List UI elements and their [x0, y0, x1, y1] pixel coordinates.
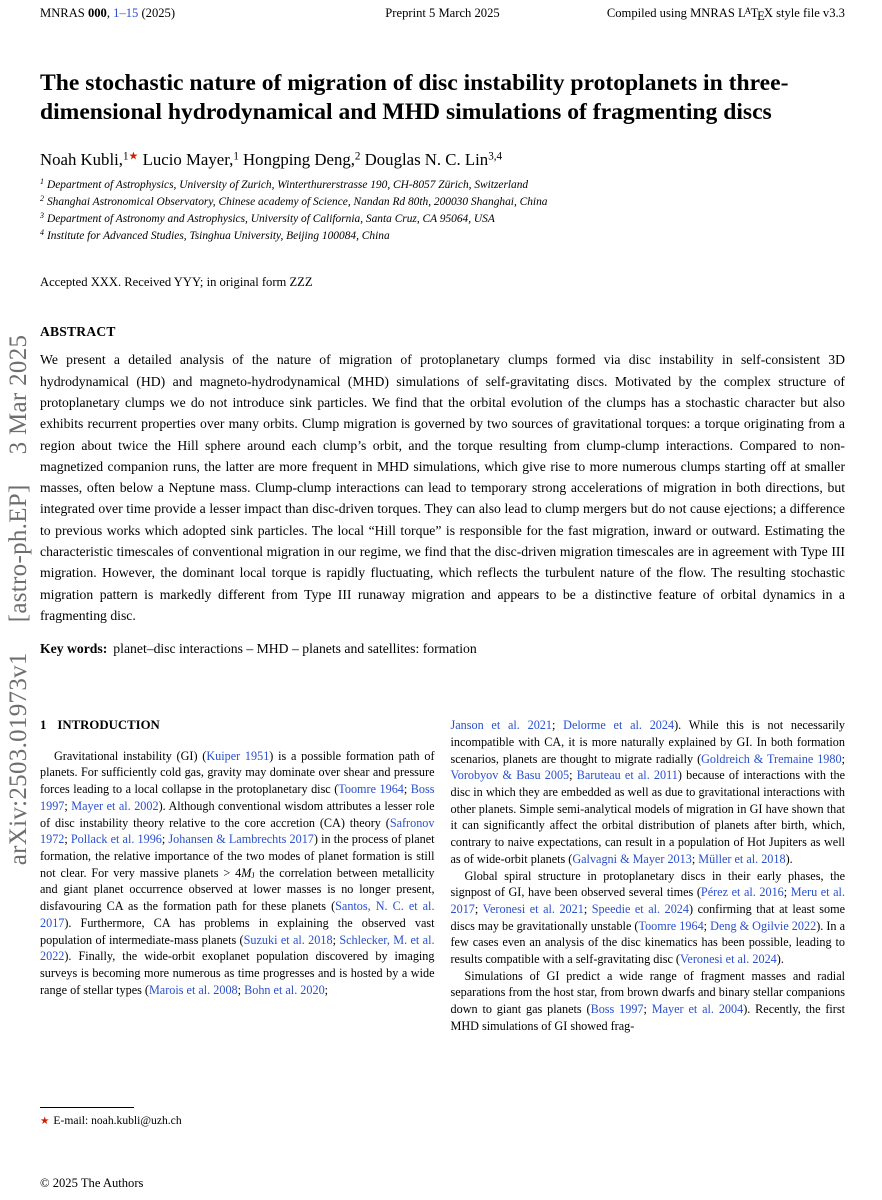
citation-link[interactable]: Mayer et al. 2004 [651, 1002, 744, 1017]
text-segment: A [744, 6, 752, 17]
text-segment: T [750, 6, 759, 20]
abstract-text: We present a detailed analysis of the nature of migration of protoplanetary clumps formed via disc instability in self-consistent 3D hydrodynamical (HD) and magneto-hydrodynamical (MHD) simulations of self-gravitating discs. Motivated by the complex structure of protoplanetary clumps we do not introduce sink particles. We find that the orbital evolution of the clumps has a stochastic character but also exhibits recurrent properties over many orbits. Clump migration is governed by two sources of gravitational torques: a torque originating from a region about twice the Hill sphere around each clump’s orbit, and the torque resulting from clump-clump interactions. Compared to non-magnetized companion runs, the latter are more frequent in MHD simulations, which give rise to more numerous clumps starting off at smaller masses, often below a Neptune mass. Clump-clump interactions can lead to temporary strong accelerations of migration in both directions, but integrated over time provide a lesser impact than disc-driven torques. They can also lead to clump mergers but do not cause ejections; a difference to previous works which adopted sink particles. The local “Hill torque” is responsible for the fast migration, inward or outward. Estimating the characteristic timescales of conventional migration in our regime, we find that the disc-driven migration timescales are in agreement with Type III migration. However, the dominant local torque is rapidly fluctuating, which reflects the turbulent nature of the flow. The resulting stochastic migration pattern is markedly different from Type III runaway migration and appears to be a distinctive feature of orbital dynamics in a fragmenting disc. [40, 352, 845, 623]
text-segment: Hongping Deng, [238, 149, 355, 169]
text-segment: Global spiral structure in protoplanetary discs in their early phases, the signpost of GI, have been observed several times ( [450, 868, 845, 900]
arxiv-id: arXiv:2503.01973v1 [5, 652, 32, 866]
two-column-body [40, 717, 845, 1131]
affiliation-ref: 1 [233, 150, 239, 163]
arxiv-category: [astro-ph.EP] [5, 484, 32, 623]
right-column-paragraphs [451, 717, 846, 1034]
affiliation-ref: 1 [122, 150, 129, 163]
text-segment: Lucio Mayer, [138, 149, 234, 169]
paper-title: The stochastic nature of migration of disc instability protoplanets in three-dimensional hydrodynamical and MHD simulations of fragmenting discs [40, 69, 789, 126]
text-segment: Simulations of GI predict a wide range of fragment masses and radial separations from the host star, from brown dwarfs and binary stellar companions down to giant gas planets ( [450, 968, 845, 1017]
affiliation-number: 1 [40, 176, 44, 186]
text-segment: ; [64, 832, 71, 847]
text-segment: ; [237, 982, 245, 997]
text-segment: ; [64, 798, 72, 813]
affiliation-ref: 2 [354, 150, 361, 163]
text-segment: ; [691, 851, 699, 866]
text-segment: M [241, 865, 252, 880]
text-segment: ). In a few cases even an analysis of the disc kinematics has been possible, leading to results compatible with a self-gravitating disc ( [450, 918, 845, 967]
citation-link[interactable]: Pérez et al. 2016 [700, 885, 784, 900]
citation-link[interactable]: Delorme et al. 2024 [563, 718, 675, 733]
text-segment: J [251, 870, 255, 880]
citation-link[interactable]: Johansen & Lambrechts 2017 [168, 832, 314, 847]
affiliation-text: Shanghai Astronomical Observatory, Chinese academy of Science, Nandan Rd 80th, 200030 Shanghai, China [46, 196, 548, 209]
section-number: 1 [40, 718, 47, 733]
affiliation-line [40, 194, 845, 211]
dates-line: Accepted XXX. Received YYY; in original form ZZZ [40, 275, 313, 290]
citation-link[interactable]: Marois et al. 2008 [148, 982, 238, 997]
keywords-line [40, 641, 845, 657]
text-segment: ). Although conventional wisdom attributes a lesser role of disc instability theory relative to the core accretion (CA) theory ( [40, 798, 435, 830]
text-segment: ; [643, 1002, 652, 1017]
right-column [451, 717, 846, 1131]
text-segment: ) because of interactions with the disc in which they are embedded as well as due to gravitational interactions with other planets. Simple semi-analytical models of migration in GI have shown that it can significantly affect the orbital distribution of planets after birth, which, contrary to naive expectations, can result in a population of Hot Jupiters as well as of wide-orbit planets ( [450, 768, 845, 866]
citation-link[interactable]: Veronesi et al. 2021 [482, 901, 584, 916]
affiliation-text: Institute for Advanced Studies, Tsinghua University, Beijing 100084, China [46, 230, 390, 243]
text-segment: ; [161, 832, 169, 847]
text-segment: ; [569, 768, 577, 783]
text-segment: ; [403, 782, 411, 797]
text-segment: Noah Kubli, [40, 149, 123, 169]
text-segment: ; [703, 918, 711, 933]
citation-link[interactable]: Goldreich & Tremaine 1980 [701, 751, 842, 766]
citation-link[interactable]: Safronov 1972 [40, 815, 435, 847]
section-heading [40, 717, 435, 735]
citation-link[interactable]: Boss 1997 [590, 1002, 644, 1017]
text-segment: ; [583, 901, 592, 916]
text-segment: MNRAS [40, 6, 88, 20]
left-column-paragraphs [40, 748, 435, 999]
text-segment: ) confirming that at least some discs may be gravitationally unstable ( [450, 901, 845, 933]
citation-link[interactable]: Baruteau et al. 2011 [576, 768, 678, 783]
paragraph [40, 748, 435, 999]
text-segment: 000 [87, 6, 107, 20]
affiliation-text: Department of Astronomy and Astrophysics, University of California, Santa Cruz, CA 95064, USA [46, 213, 495, 226]
text-segment: ; [324, 982, 329, 997]
affiliations [40, 177, 845, 245]
copyright-footer: © 2025 The Authors [40, 1176, 144, 1190]
compiled-note [577, 6, 845, 25]
section-title: INTRODUCTION [57, 718, 160, 733]
text-segment: Gravitational instability (GI) ( [54, 748, 207, 763]
text-segment: E [757, 8, 765, 23]
paragraph [451, 968, 846, 1035]
preprint-date: Preprint 5 March 2025 [385, 6, 500, 20]
page-range-link[interactable]: 1–15 [113, 6, 139, 20]
arxiv-date: 3 Mar 2025 [5, 334, 32, 455]
thanks-star: ★ [128, 150, 139, 163]
footnote [40, 1107, 182, 1129]
arxiv-stamp [5, 335, 33, 866]
affiliation-line [40, 211, 845, 228]
citation-link[interactable]: Vorobyov & Basu 2005 [450, 768, 570, 783]
journal-reference [40, 6, 308, 25]
text-segment: ). [776, 952, 784, 967]
author-line [40, 150, 845, 170]
footnote-star-marker: ★ [40, 1115, 50, 1127]
text-segment: ; [551, 718, 564, 733]
footnote-text: E-mail: noah.kubli@uzh.ch [53, 1113, 182, 1127]
citation-link[interactable]: Mayer et al. 2002 [71, 798, 159, 813]
citation-link[interactable]: Toomre 1964 [338, 782, 404, 797]
text-segment: Compiled using MNRAS L [606, 6, 746, 20]
citation-link[interactable]: Deng & Ogilvie 2022 [710, 918, 817, 933]
text-segment: ). Recently, the first MHD simulations of GI showed frag- [450, 1002, 845, 1033]
text-segment: ). Finally, the wide-orbit exoplanet population discovered by imaging surveys is becoming more numerous as time progresses and is hosted by a wide range of stellar types ( [40, 949, 435, 997]
text-segment: ; [783, 885, 791, 900]
citation-link[interactable]: Veronesi et al. 2024 [679, 952, 777, 967]
text-segment: (2025) [138, 6, 176, 20]
affiliation-number: 4 [40, 228, 44, 238]
affiliation-number: 2 [40, 194, 44, 204]
affiliation-number: 3 [40, 211, 44, 221]
citation-link[interactable]: Speedie et al. 2024 [591, 901, 689, 916]
affiliation-ref: 3,4 [488, 150, 503, 163]
citation-link[interactable]: Toomre 1964 [638, 918, 704, 933]
citation-link[interactable]: Galvagni & Mayer 2013 [572, 851, 692, 866]
text-segment: ) is a possible formation path of planets. For sufficiently cold gas, gravity may dominate over shear and pressure forces leading to a local collapse in the protoplanetary disc ( [40, 748, 435, 797]
text-segment: ). Furthermore, CA has problems in explaining the observed vast population of intermediate-mass planets ( [40, 915, 435, 947]
left-column [40, 717, 435, 1131]
text-segment: , [106, 6, 114, 20]
citation-link[interactable]: Janson et al. 2021 [450, 718, 552, 733]
text-segment: Douglas N. C. Lin [360, 149, 489, 169]
citation-link[interactable]: Santos, N. C. et al. 2017 [40, 899, 435, 930]
paragraph [451, 868, 846, 968]
text-segment: ; [841, 751, 845, 766]
text-segment: ) in the process of planet formation, the relative importance of the two modes of planet formation is still not clear. For very massive planets > 4 [40, 832, 435, 880]
citation-link[interactable]: Meru et al. 2017 [450, 885, 845, 916]
text-segment: the correlation between metallicity and giant planet occurrence observed at lower masses is no longer present, disfavouring CA as the formation path for these planets ( [40, 865, 435, 914]
text-segment: ). While this is not necessarily incompatible with CA, it is more naturally explained by GI. In both formation scenarios, planets are thought to migrate radially ( [450, 718, 845, 766]
citation-link[interactable]: Schlecker, M. et al. 2022 [40, 932, 435, 964]
text-segment: ; [332, 932, 340, 947]
text-segment: ; [474, 901, 483, 916]
keywords-label: Key words: [40, 641, 108, 657]
citation-link[interactable]: Boss 1997 [40, 782, 435, 813]
text-segment: X style file v3.3 [763, 6, 845, 20]
paragraph [451, 717, 846, 867]
keywords-text: planet–disc interactions – MHD – planets and satellites: formation [113, 641, 477, 657]
affiliation-line [40, 228, 845, 245]
citation-link[interactable]: Suzuki et al. 2018 [243, 932, 333, 947]
abstract-heading: ABSTRACT [40, 324, 116, 340]
citation-link[interactable]: Pollack et al. 1996 [70, 832, 162, 847]
running-header [40, 6, 845, 25]
citation-link[interactable]: Kuiper 1951 [206, 748, 270, 763]
text-segment: ). [785, 851, 793, 866]
affiliation-line [40, 177, 845, 194]
footnote-rule [40, 1107, 134, 1108]
citation-link[interactable]: Müller et al. 2018 [698, 851, 786, 866]
affiliation-text: Department of Astrophysics, University of Zurich, Winterthurerstrasse 190, CH-8057 Zürich, Switzerland [46, 178, 529, 191]
citation-link[interactable]: Bohn et al. 2020 [244, 982, 325, 997]
